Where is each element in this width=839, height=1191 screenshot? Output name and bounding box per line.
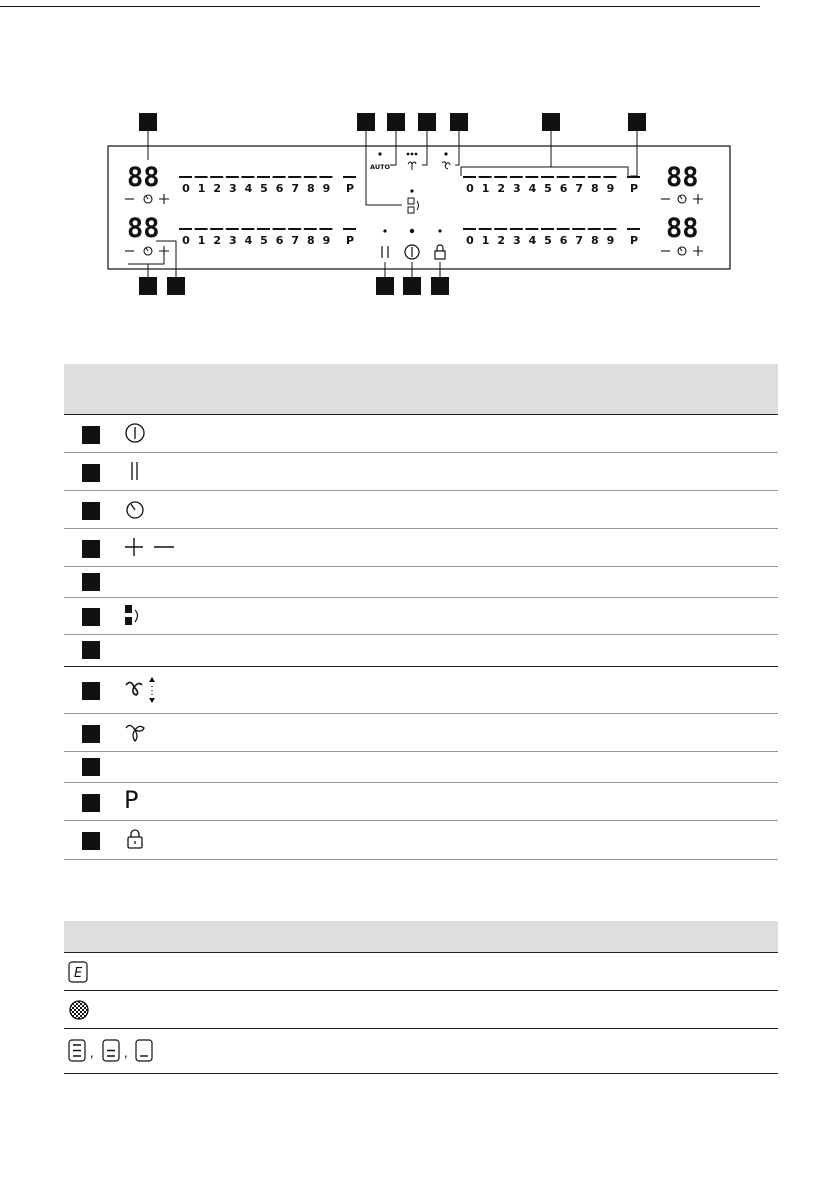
level-label: 9 xyxy=(322,234,331,247)
level-label: 8 xyxy=(306,182,315,195)
level-label: 4 xyxy=(528,234,537,247)
level-label: 2 xyxy=(497,234,506,247)
level-bar xyxy=(525,176,538,178)
level-bar xyxy=(288,176,301,178)
level-bar xyxy=(541,176,554,178)
display-table xyxy=(64,921,778,1075)
level-label: 9 xyxy=(322,182,331,195)
level-label: 7 xyxy=(291,182,300,195)
level-bar xyxy=(479,176,492,178)
display-left-top xyxy=(127,162,160,193)
level-label: 4 xyxy=(528,182,537,195)
level-label: 2 xyxy=(497,182,506,195)
level-bar xyxy=(319,176,332,178)
on-off-icon xyxy=(124,422,146,444)
timer-icon xyxy=(124,498,146,520)
svg-text:88: 88 xyxy=(666,213,699,244)
level-bar xyxy=(572,176,585,178)
level-bar xyxy=(179,228,192,230)
level-bar xyxy=(273,176,286,178)
level-bar xyxy=(257,176,270,178)
level-bar xyxy=(210,228,223,230)
error-e-icon xyxy=(68,961,88,983)
level-bar xyxy=(510,228,523,230)
bridge-control xyxy=(408,189,419,213)
level-bar xyxy=(257,228,270,230)
level-bar xyxy=(273,228,286,230)
level-bar xyxy=(525,228,538,230)
callout-square xyxy=(82,641,100,659)
level-bar xyxy=(304,176,317,178)
level-bar xyxy=(603,176,616,178)
table-row xyxy=(64,992,778,1029)
level-label: 7 xyxy=(575,234,584,247)
level-label: 8 xyxy=(590,182,599,195)
pause-icon xyxy=(124,460,146,482)
table-row xyxy=(64,415,778,453)
level-label: 6 xyxy=(559,234,568,247)
level-scale-right-top xyxy=(463,176,640,195)
level-label: 8 xyxy=(590,234,599,247)
table-row xyxy=(64,783,778,821)
control-panel-diagram xyxy=(0,0,839,310)
level-bar xyxy=(343,176,356,178)
level-label: 7 xyxy=(291,234,300,247)
level-bar xyxy=(226,228,239,230)
symbol-table xyxy=(64,364,778,860)
level-label: P xyxy=(629,234,639,247)
level-bar xyxy=(241,176,254,178)
table-row xyxy=(64,1030,778,1074)
level-label: 0 xyxy=(182,234,190,247)
callout-square xyxy=(82,608,100,626)
svg-text:E: E xyxy=(74,966,83,981)
level-bar xyxy=(557,228,570,230)
level-label: 6 xyxy=(275,234,284,247)
level-label: 1 xyxy=(481,234,490,247)
table-row xyxy=(64,491,778,529)
level-scale-left-top xyxy=(179,176,356,195)
callout-square xyxy=(82,725,100,743)
svg-text:,: , xyxy=(90,1046,94,1060)
callout-square xyxy=(82,464,100,482)
table-row xyxy=(64,529,778,567)
level-label: 1 xyxy=(197,234,206,247)
table-row xyxy=(64,635,778,667)
level-label: 3 xyxy=(512,182,521,195)
level-bar xyxy=(343,228,356,230)
table-row xyxy=(64,567,778,598)
level-label: 4 xyxy=(244,182,253,195)
level-label: 5 xyxy=(544,234,552,247)
level-bar xyxy=(588,176,601,178)
level-bar xyxy=(627,176,640,178)
level-label: 0 xyxy=(466,182,474,195)
level-bar xyxy=(541,228,554,230)
level-bar xyxy=(319,228,332,230)
callout-square xyxy=(82,573,100,591)
level-label: P xyxy=(345,234,355,247)
svg-text:88: 88 xyxy=(666,162,699,193)
level-bar xyxy=(210,176,223,178)
level-label: P xyxy=(345,182,355,195)
table-row xyxy=(64,953,778,991)
callout-square xyxy=(82,502,100,520)
level-bar xyxy=(195,228,208,230)
hood-speed-control xyxy=(407,153,418,170)
plus-minus-icon xyxy=(124,536,174,558)
level-label: 5 xyxy=(260,182,268,195)
level-label: 7 xyxy=(575,182,584,195)
svg-text:,: , xyxy=(124,1046,128,1060)
level-bar xyxy=(588,228,601,230)
level-bar xyxy=(494,228,507,230)
table-row xyxy=(64,453,778,491)
callout-squares-top xyxy=(139,113,646,131)
callout-square xyxy=(82,758,100,776)
level-bar xyxy=(479,228,492,230)
table-header xyxy=(64,921,778,953)
level-label: 3 xyxy=(228,182,237,195)
level-label: 1 xyxy=(197,182,206,195)
level-label: 9 xyxy=(606,234,615,247)
level-scales xyxy=(179,176,640,247)
level-label: 4 xyxy=(244,234,253,247)
table-row xyxy=(64,752,778,783)
svg-text:88: 88 xyxy=(127,162,160,193)
display-right-bottom xyxy=(666,213,699,244)
level-bar xyxy=(463,228,476,230)
bridge-icon xyxy=(124,604,146,628)
level-bar xyxy=(463,176,476,178)
level-label: 1 xyxy=(481,182,490,195)
level-label: 6 xyxy=(559,182,568,195)
level-label: 6 xyxy=(275,182,284,195)
callout-squares-bottom xyxy=(139,277,449,295)
level-label: 0 xyxy=(466,234,474,247)
level-label: 9 xyxy=(606,182,615,195)
power-boost-label: P xyxy=(124,786,139,814)
level-bar xyxy=(226,176,239,178)
fan-icon xyxy=(124,720,148,744)
svg-text:88: 88 xyxy=(127,213,160,244)
level-bar xyxy=(304,228,317,230)
level-label: 2 xyxy=(213,234,222,247)
pan-detection-icon xyxy=(68,999,90,1021)
callout-square xyxy=(82,832,100,850)
callout-square xyxy=(82,540,100,558)
table-row xyxy=(64,598,778,635)
auto-control xyxy=(370,152,391,171)
level-label: 3 xyxy=(512,234,521,247)
level-label: 8 xyxy=(306,234,315,247)
fan-control xyxy=(442,152,450,169)
svg-text:AUTO: AUTO xyxy=(370,163,391,171)
display-right-top xyxy=(666,162,699,193)
level-label: 3 xyxy=(228,234,237,247)
level-bar xyxy=(179,176,192,178)
level-scale-left-bottom xyxy=(179,228,356,247)
level-bar xyxy=(627,228,640,230)
level-bar xyxy=(195,176,208,178)
level-bar xyxy=(494,176,507,178)
lock-icon xyxy=(124,828,146,850)
hood-fan-speed-icon xyxy=(124,675,160,705)
level-label: P xyxy=(629,182,639,195)
level-label: 2 xyxy=(213,182,222,195)
level-bar xyxy=(241,228,254,230)
level-scale-right-bottom xyxy=(463,228,640,247)
callout-square xyxy=(82,426,100,444)
table-row xyxy=(64,714,778,752)
power-boost-icon xyxy=(124,788,138,812)
callout-square xyxy=(82,682,100,700)
level-bar xyxy=(510,176,523,178)
level-label: 5 xyxy=(544,182,552,195)
level-label: 5 xyxy=(260,234,268,247)
display-left-bottom xyxy=(127,213,160,244)
level-bar xyxy=(288,228,301,230)
level-label: 0 xyxy=(182,182,190,195)
level-bar xyxy=(603,228,616,230)
table-row xyxy=(64,821,778,860)
level-bar xyxy=(572,228,585,230)
residual-heat-icon xyxy=(68,1039,158,1063)
level-bar xyxy=(557,176,570,178)
table-row xyxy=(64,668,778,714)
callout-square xyxy=(82,794,100,812)
table-header xyxy=(64,364,778,415)
center-bottom-controls xyxy=(382,229,445,259)
